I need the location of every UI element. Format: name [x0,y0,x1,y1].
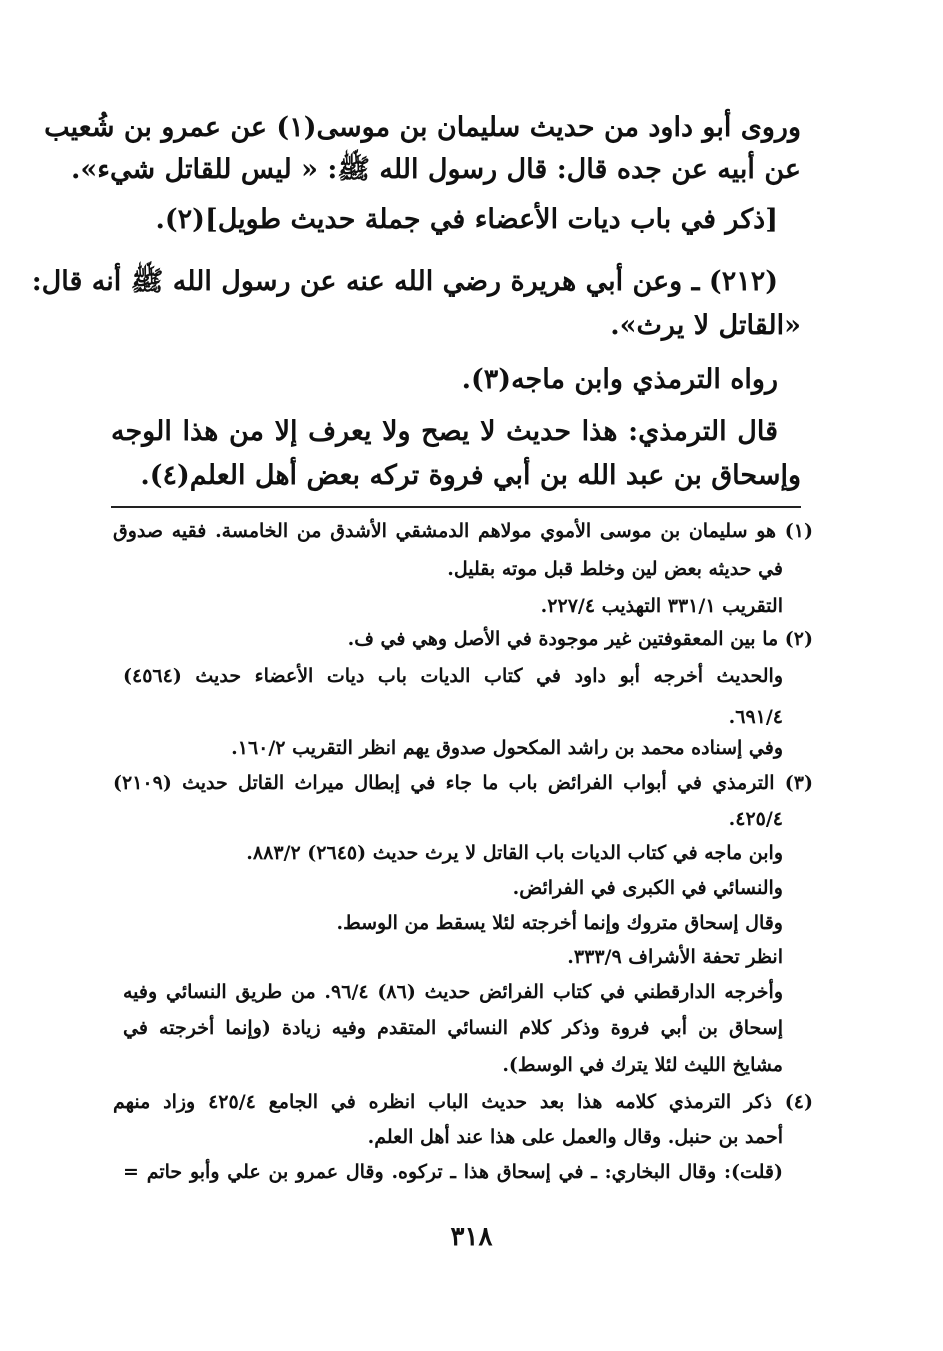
footnote-2-line-1: (٢) ما بين المعقوفتين غير موجودة في الأصل وهي في ف. [347,628,813,650]
main-line-1: وروى أبو داود من حديث سليمان بن موسى(١) عن عمرو بن شُعيب [44,112,801,143]
main-line-3: [ذكر في باب ديات الأعضاء في جملة حديث طويل](٢). [155,204,778,235]
footnote-3-line-8: إسحاق بن أبي فروة وذكر كلام النسائي المتقدم وفيه زيادة (وإنما أخرجته في [123,1017,783,1039]
footnote-2-line-2: والحديث أخرجه أبو داود في كتاب الديات باب ديات الأعضاء حديث (٤٥٦٤) [123,665,783,687]
main-line-7: قال الترمذي: هذا حديث لا يصح ولا يعرف إلا من هذا الوجه [111,416,778,447]
footnote-3-line-6: انظر تحفة الأشراف ٣٣٣/٩. [567,946,783,968]
footnote-3-line-7: وأخرجه الدارقطني في كتاب الفرائض حديث (٨٦) ٩٦/٤. من طريق النسائي وفيه [123,981,784,1003]
footnote-4-line-2: أحمد بن حنبل. وقال والعمل على هذا عند أهل العلم. [367,1126,783,1148]
main-line-2: عن أبيه عن جده قال: قال رسول الله ﷺ: « ليس للقاتل شيء». [71,154,801,185]
footnote-3-line-4: والنسائي في الكبرى في الفرائض. [512,877,783,899]
page-number: ٣١٨ [450,1222,493,1252]
footnote-2-line-3: ٦٩١/٤. [728,706,783,728]
footnote-3-line-9: مشايخ الليث لئلا يترك في الوسط). [502,1054,783,1076]
footnote-3-line-5: وقال إسحاق متروك وإنما أخرجته لئلا يسقط من الوسط. [336,912,783,934]
footnote-1-line-2: في حديثه بعض لين وخلط قبل موته بقليل. [447,558,783,580]
footnote-4-line-3: (قلت): وقال البخاري: ـ في إسحاق هذا ـ تركوه. وقال عمرو بن علي وأبو حاتم = [123,1161,783,1183]
footnote-2-line-4: وفي إسناده محمد بن راشد المكحول صدوق يهم انظر التقريب ١٦٠/٢. [231,737,783,759]
footnote-1-line-3: التقريب ٣٣١/١ التهذيب ٢٢٧/٤. [540,595,783,617]
footnote-1-line-1: (١) هو سليمان بن موسى الأموي مولاهم الدمشقي الأشدق من الخامسة. فقيه صدوق [113,520,813,542]
footnote-3-line-2: ٤٢٥/٤. [728,808,783,830]
main-line-4: (٢١٢) ـ وعن أبي هريرة رضي الله عنه عن رسول الله ﷺ أنه قال: [31,266,778,297]
footnote-3-line-1: (٣) الترمذي في أبواب الفرائض باب ما جاء في إبطال ميراث القاتل حديث (٢١٠٩) [113,772,813,794]
main-line-6: رواه الترمذي وابن ماجه(٣). [461,364,778,395]
main-line-8: وإسحاق بن عبد الله بن أبي فروة تركه بعض أهل العلم(٤). [140,460,801,491]
main-line-5: «القاتل لا يرث». [610,310,801,341]
footnote-4-line-1: (٤) ذكر الترمذي كلامه هذا بعد حديث الباب انظره في الجامع ٤٢٥/٤ وزاد منهم [113,1091,813,1113]
footnote-separator [111,506,801,508]
footnote-3-line-3: وابن ماجه في كتاب الديات باب القاتل لا يرث حديث (٢٦٤٥) ٨٨٣/٢. [246,842,783,864]
